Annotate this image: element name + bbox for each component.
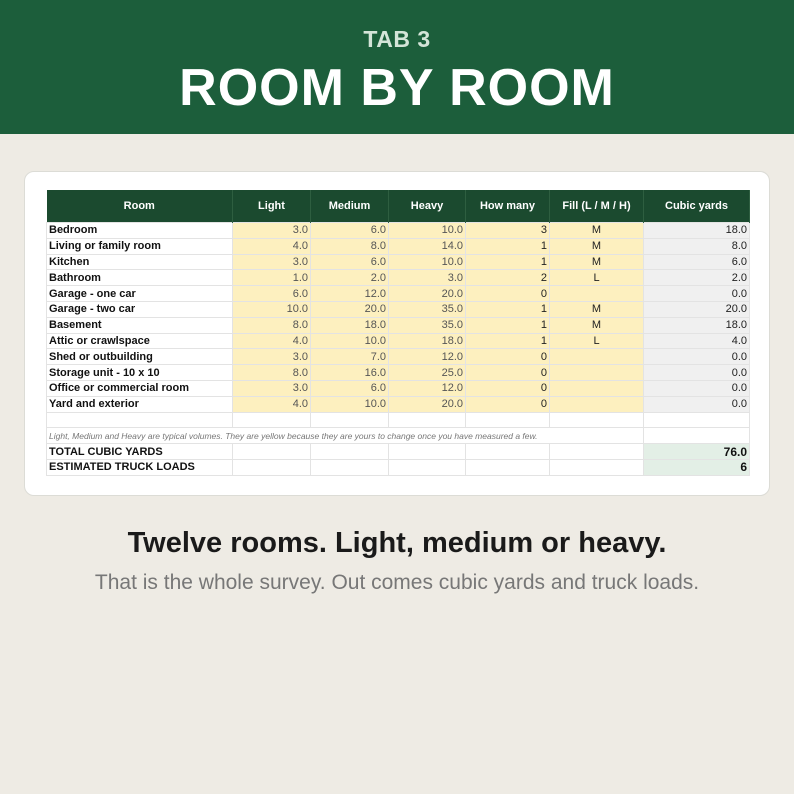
cell-light[interactable]: 8.0 [233,365,311,381]
cell-fill[interactable]: L [550,333,644,349]
table-row [47,286,750,302]
cell-cubic-yards[interactable]: 0.0 [644,396,750,412]
cell-light[interactable]: 4.0 [233,396,311,412]
blank-cell[interactable] [311,444,389,460]
tab-label: TAB 3 [363,26,431,52]
cell-how-many[interactable]: 1 [466,238,550,254]
cell-how-many[interactable]: 2 [466,270,550,286]
truck-loads-row [47,459,750,475]
cell-heavy[interactable]: 20.0 [389,396,466,412]
spreadsheet-card [24,171,770,496]
table-row [47,238,750,254]
cell-cubic-yards[interactable]: 6.0 [644,254,750,270]
total-cubic-yards-row [47,444,750,460]
blank-cell[interactable] [233,459,311,475]
cell-fill[interactable]: M [550,301,644,317]
cell-cubic-yards[interactable]: 0.0 [644,365,750,381]
blank-cell[interactable] [550,412,644,428]
cell-heavy[interactable]: 20.0 [389,286,466,302]
cell-medium[interactable]: 16.0 [311,365,389,381]
cell-fill[interactable]: L [550,270,644,286]
blank-cell[interactable] [311,459,389,475]
cell-fill[interactable] [550,380,644,396]
cell-room[interactable]: Bedroom [47,223,233,239]
cell-fill[interactable] [550,349,644,365]
cell-medium[interactable]: 10.0 [311,396,389,412]
cell-room[interactable]: Garage - two car [47,301,233,317]
cell-how-many[interactable]: 0 [466,380,550,396]
column-header-room[interactable]: Room [47,190,233,223]
truck-loads-value[interactable]: 6 [644,459,750,475]
total-cubic-yards-label[interactable]: TOTAL CUBIC YARDS [47,444,233,460]
cell-cubic-yards[interactable]: 4.0 [644,333,750,349]
cell-how-many[interactable]: 1 [466,317,550,333]
cell-light[interactable]: 4.0 [233,333,311,349]
blank-cell[interactable] [550,459,644,475]
cell-fill[interactable]: M [550,254,644,270]
note-cell[interactable]: Light, Medium and Heavy are typical volumes. They are yellow because they are yours to change once you have measured a few. [47,428,644,444]
blank-cell[interactable] [466,444,550,460]
cell-fill[interactable]: M [550,223,644,239]
cell-cubic-yards[interactable]: 0.0 [644,380,750,396]
cell-light[interactable]: 3.0 [233,349,311,365]
subheadline: That is the whole survey. Out comes cubic yards and truck loads. [94,571,700,594]
blank-cell[interactable] [389,412,466,428]
cell-heavy[interactable]: 18.0 [389,333,466,349]
blank-cell[interactable] [466,412,550,428]
cell-fill[interactable] [550,396,644,412]
column-header-how-many[interactable]: How many [466,190,550,223]
table-row [47,396,750,412]
cell-how-many[interactable]: 0 [466,286,550,302]
blank-cell[interactable] [233,412,311,428]
cell-cubic-yards[interactable]: 8.0 [644,238,750,254]
table-row [47,223,750,239]
cell-how-many[interactable]: 0 [466,396,550,412]
blank-row [47,412,750,428]
blank-cell[interactable] [550,444,644,460]
column-header-fill[interactable]: Fill (L / M / H) [550,190,644,223]
cell-cubic-yards[interactable]: 20.0 [644,301,750,317]
column-header-heavy[interactable]: Heavy [389,190,466,223]
cell-heavy[interactable]: 35.0 [389,301,466,317]
blank-cell[interactable] [389,444,466,460]
table-row [47,333,750,349]
cell-heavy[interactable]: 12.0 [389,380,466,396]
cell-cubic-yards[interactable]: 0.0 [644,349,750,365]
cell-cubic-yards[interactable]: 2.0 [644,270,750,286]
cell-cubic-yards[interactable]: 18.0 [644,317,750,333]
cell-room[interactable]: Shed or outbuilding [47,349,233,365]
cell-heavy[interactable]: 3.0 [389,270,466,286]
cell-light[interactable]: 3.0 [233,254,311,270]
table-row [47,365,750,381]
title-banner [0,0,794,134]
cell-heavy[interactable]: 14.0 [389,238,466,254]
cell-fill[interactable] [550,365,644,381]
total-cubic-yards-value[interactable]: 76.0 [644,444,750,460]
cell-heavy[interactable]: 12.0 [389,349,466,365]
blank-cell[interactable] [466,459,550,475]
cell-heavy[interactable]: 10.0 [389,223,466,239]
cell-medium[interactable]: 2.0 [311,270,389,286]
table-row [47,254,750,270]
cell-how-many[interactable]: 0 [466,365,550,381]
cell-how-many[interactable]: 1 [466,254,550,270]
cell-medium[interactable]: 10.0 [311,333,389,349]
blank-cell[interactable] [233,444,311,460]
column-header-cubic-yards[interactable]: Cubic yards [644,190,750,223]
cell-room[interactable]: Storage unit - 10 x 10 [47,365,233,381]
cell-medium[interactable]: 7.0 [311,349,389,365]
cell-room[interactable]: Garage - one car [47,286,233,302]
cell-heavy[interactable]: 25.0 [389,365,466,381]
cell-cubic-yards[interactable]: 18.0 [644,223,750,239]
column-header-medium[interactable]: Medium [311,190,389,223]
table-row [47,301,750,317]
cell-room[interactable]: Yard and exterior [47,396,233,412]
cell-room[interactable]: Living or family room [47,238,233,254]
cell-light[interactable]: 10.0 [233,301,311,317]
cell-light[interactable]: 4.0 [233,238,311,254]
blank-cell[interactable] [644,428,750,444]
cell-how-many[interactable]: 1 [466,333,550,349]
page-title: ROOM BY ROOM [179,59,615,117]
blank-cell[interactable] [644,412,750,428]
cell-medium[interactable]: 6.0 [311,254,389,270]
cell-medium[interactable]: 20.0 [311,301,389,317]
note-row [47,428,750,444]
cell-how-many[interactable]: 0 [466,349,550,365]
truck-loads-label[interactable]: ESTIMATED TRUCK LOADS [47,459,233,475]
cell-medium[interactable]: 8.0 [311,238,389,254]
cell-room[interactable]: Kitchen [47,254,233,270]
cell-medium[interactable]: 6.0 [311,223,389,239]
cell-medium[interactable]: 6.0 [311,380,389,396]
cell-light[interactable]: 3.0 [233,380,311,396]
table-row [47,270,750,286]
blank-cell[interactable] [47,412,233,428]
headline: Twelve rooms. Light, medium or heavy. [127,527,667,559]
table-row [47,349,750,365]
cell-room[interactable]: Office or commercial room [47,380,233,396]
cell-light[interactable]: 3.0 [233,223,311,239]
column-header-light[interactable]: Light [233,190,311,223]
cell-fill[interactable]: M [550,238,644,254]
cell-how-many[interactable]: 1 [466,301,550,317]
cell-fill[interactable]: M [550,317,644,333]
cell-medium[interactable]: 18.0 [311,317,389,333]
table-row [47,317,750,333]
cell-heavy[interactable]: 10.0 [389,254,466,270]
cell-medium[interactable]: 12.0 [311,286,389,302]
cell-how-many[interactable]: 3 [466,223,550,239]
cell-heavy[interactable]: 35.0 [389,317,466,333]
cell-room[interactable]: Basement [47,317,233,333]
table-row [47,380,750,396]
cell-room[interactable]: Bathroom [47,270,233,286]
blank-cell[interactable] [389,459,466,475]
blank-cell[interactable] [311,412,389,428]
cell-light[interactable]: 1.0 [233,270,311,286]
cell-light[interactable]: 8.0 [233,317,311,333]
cell-cubic-yards[interactable]: 0.0 [644,286,750,302]
table-header-row [47,190,750,223]
room-table [46,190,750,476]
cell-fill[interactable] [550,286,644,302]
cell-light[interactable]: 6.0 [233,286,311,302]
cell-room[interactable]: Attic or crawlspace [47,333,233,349]
